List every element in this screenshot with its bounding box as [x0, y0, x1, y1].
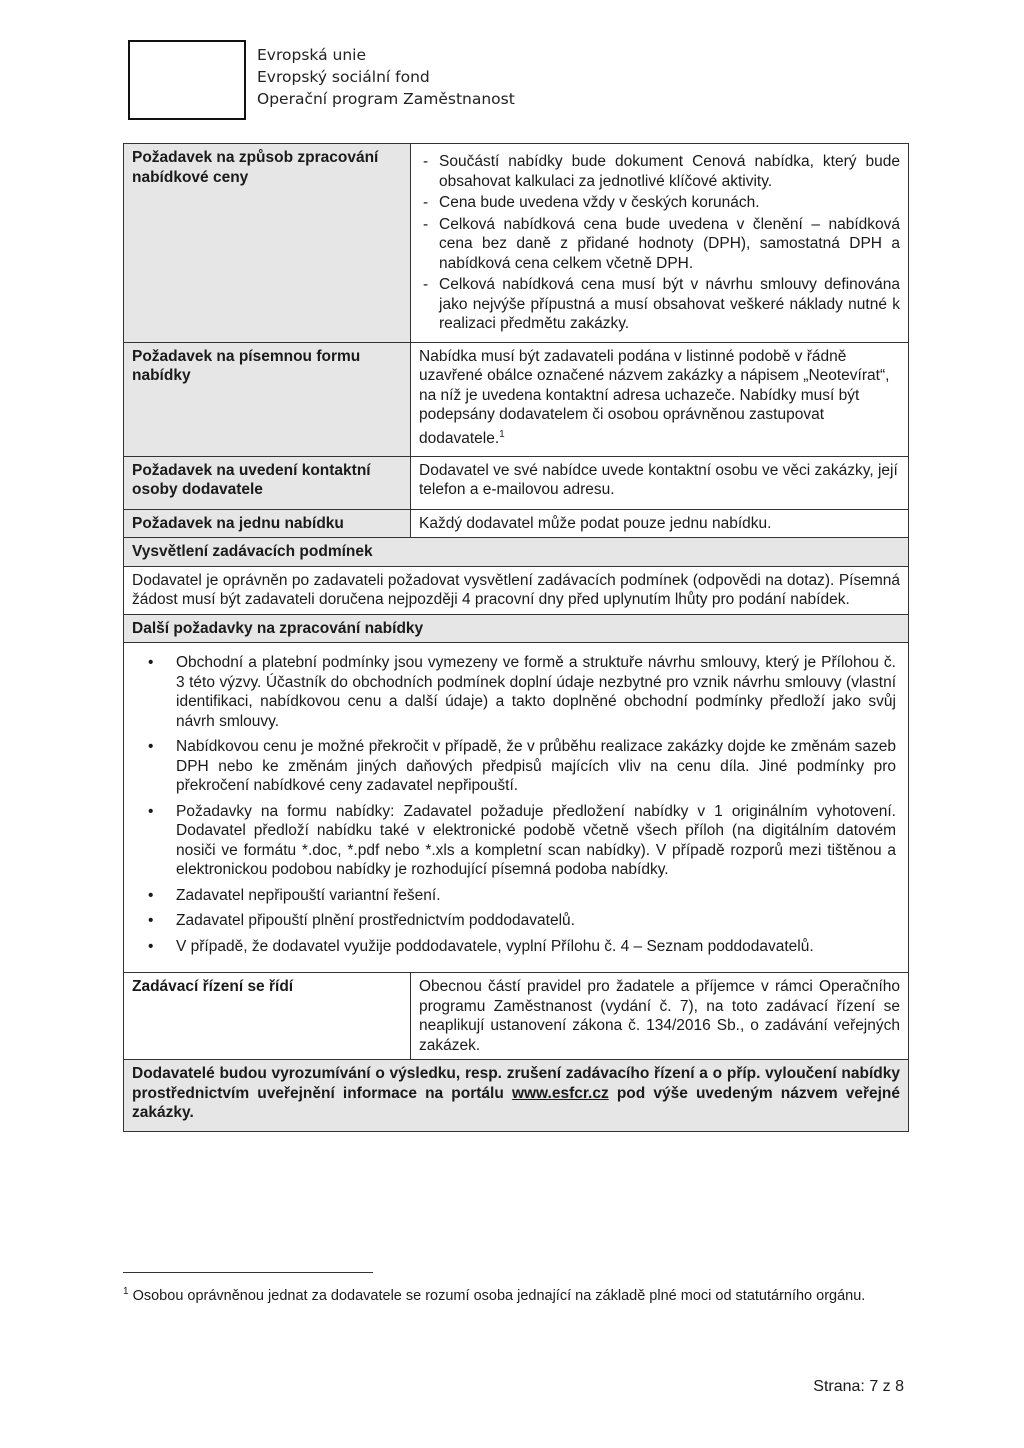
- page-number: Strana: 7 z 8: [813, 1378, 904, 1395]
- row-further-heading: [124, 614, 909, 643]
- list-item-text: Obchodní a platební podmínky jsou vymezeny ve formě a struktuře návrhu smlouvy, který je Přílohou č. 3 této výzvy. Účastník do obchodních podmínek doplní údaje nezbytné pro vznik návrhu smlouvy (vlastní identifikaci, nabídkovou cenu a další údaje) a takto doplněné obchodní podmínky předloží jako svůj návrh smlouvy.: [176, 654, 896, 730]
- label-procedure: Zadávací řízení se řídí: [124, 973, 411, 1060]
- label-contact: Požadavek na uvedení kontaktní osoby dodavatele: [124, 456, 411, 509]
- result-notice: [124, 1060, 909, 1132]
- list-item: [132, 886, 896, 906]
- row-result: [124, 1060, 909, 1132]
- label-price: Požadavek na způsob zpracování nabídkové ceny: [124, 144, 411, 343]
- form-text: Nabídka musí být zadavateli podána v listinné podobě v řádně uzavřené obálce označené názvem zakázky a nápisem „Neotevírat“, na níž je uvedena kontaktní adresa uchazeče. Nabídky musí být podepsány dodavatelem či osobou oprávněnou zastupovat dodavatele.: [419, 347, 890, 447]
- footnote-ref: 1: [499, 428, 505, 440]
- header-line-opz: Operační program Zaměstnanost: [257, 90, 515, 108]
- bullet-icon: •: [148, 802, 154, 820]
- result-text-after: pod výše uvedeným názvem veřejné zakázky.: [132, 1084, 900, 1121]
- bullet-icon: •: [148, 886, 154, 904]
- list-item: [132, 937, 896, 957]
- row-contact: [124, 456, 909, 509]
- value-contact: Dodavatel ve své nabídce uvede kontaktní osobu ve věci zakázky, její telefon a e-mailovou adresu.: [411, 456, 909, 509]
- price-list: [419, 152, 900, 334]
- header-line-eu: Evropská unie: [257, 46, 367, 64]
- footnote-mark: 1: [123, 1286, 129, 1297]
- list-item: [132, 737, 896, 796]
- requirements-table: [123, 143, 909, 1132]
- clarification-text: Dodavatel je oprávněn po zadavateli požadovat vysvětlení zadávacích podmínek (odpovědi na dotaz). Písemná žádost musí být zadavateli doručena nejpozději 4 pracovní dny před uplynutím lhůty pro podání nabídek.: [124, 566, 909, 614]
- list-item-text: V případě, že dodavatel využije poddodavatele, vyplní Přílohu č. 4 – Seznam poddodavatelů.: [176, 937, 814, 955]
- further-heading: Další požadavky na zpracování nabídky: [124, 614, 909, 643]
- label-form: Požadavek na písemnou formu nabídky: [124, 342, 411, 456]
- label-single-offer: Požadavek na jednu nabídku: [124, 509, 411, 538]
- value-price: [411, 144, 909, 343]
- row-clarification-text: [124, 566, 909, 614]
- further-list: [132, 647, 896, 968]
- row-further-list: [124, 643, 909, 973]
- value-form: [411, 342, 909, 456]
- row-form: [124, 342, 909, 456]
- row-clarification-heading: [124, 538, 909, 567]
- list-item-text: Zadavatel připouští plnění prostřednictvím poddodavatelů.: [176, 912, 575, 929]
- header-line-esf: Evropský sociální fond: [257, 68, 430, 86]
- bullet-icon: •: [148, 937, 154, 955]
- row-single-offer: [124, 509, 909, 538]
- list-item: [132, 911, 896, 931]
- list-item-text: Požadavky na formu nabídky: Zadavatel požaduje předložení nabídky v 1 originálním vyhotovení. Dodavatel předloží nabídku také v elektronické podobě včetně všech příloh (na digitálním datovém nosiči ve formátu *.doc, *.pdf nebo *.xls a kompletní scan nabídky). V případě rozporů mezi tištěnou a elektronickou podobou nabídky je rozhodující písemná podoba nabídky.: [176, 802, 896, 878]
- further-list-cell: [124, 643, 909, 973]
- list-item: - Cena bude uvedena vždy v českých korunách.: [419, 193, 900, 213]
- esfcr-link[interactable]: www.esfcr.cz: [511, 1084, 609, 1102]
- list-item: - Celková nabídková cena bude uvedena v členění – nabídková cena bez daně z přidané hodnoty (DPH), samostatná DPH a nabídková cena celkem včetně DPH.: [419, 215, 900, 274]
- row-procedure: [124, 973, 909, 1060]
- result-text-before: Dodavatelé budou vyrozumívání o výsledku, resp. zrušení zadávacího řízení a o příp. vyloučení nabídky prostřednictvím uveřejnění informace na portálu: [132, 1065, 900, 1102]
- list-item-text: Zadavatel nepřipouští variantní řešení.: [176, 886, 441, 904]
- bullet-icon: •: [148, 912, 154, 929]
- row-price: [124, 144, 909, 343]
- list-item: [132, 802, 896, 880]
- footnote-text: Osobou oprávněnou jednat za dodavatele se rozumí osoba jednající na základě plné moci od statutárního orgánu.: [132, 1287, 866, 1304]
- logo-placeholder: [128, 40, 246, 120]
- list-item-text: Nabídkovou cenu je možné překročit v případě, že v průběhu realizace zakázky dojde ke změnám sazeb DPH nebo ke změnám jiných daňových předpisů majících vliv na cenu díla. Jiné podmínky pro překročení nabídkové ceny zadavatel nepřipouští.: [176, 738, 896, 794]
- bullet-icon: •: [148, 654, 154, 671]
- bullet-icon: •: [148, 738, 154, 755]
- value-single-offer: Každý dodavatel může podat pouze jednu nabídku.: [411, 509, 909, 538]
- clarification-heading: Vysvětlení zadávacích podmínek: [124, 538, 909, 567]
- header-text: [257, 44, 515, 110]
- footnote-divider: [123, 1272, 373, 1273]
- list-item: - Součástí nabídky bude dokument Cenová nabídka, který bude obsahovat kalkulaci za jednotlivé klíčové aktivity.: [419, 152, 900, 191]
- footnote: [123, 1282, 909, 1306]
- list-item: - Celková nabídková cena musí být v návrhu smlouvy definována jako nejvýše přípustná a musí obsahovat veškeré náklady nutné k realizaci předmětu zakázky.: [419, 275, 900, 334]
- value-procedure: Obecnou částí pravidel pro žadatele a příjemce v rámci Operačního programu Zaměstnanost (vydání č. 7), na toto zadávací řízení se neaplikují ustanovení zákona č. 134/2016 Sb., o zadávání veřejných zakázek.: [411, 973, 909, 1060]
- list-item: [132, 653, 896, 731]
